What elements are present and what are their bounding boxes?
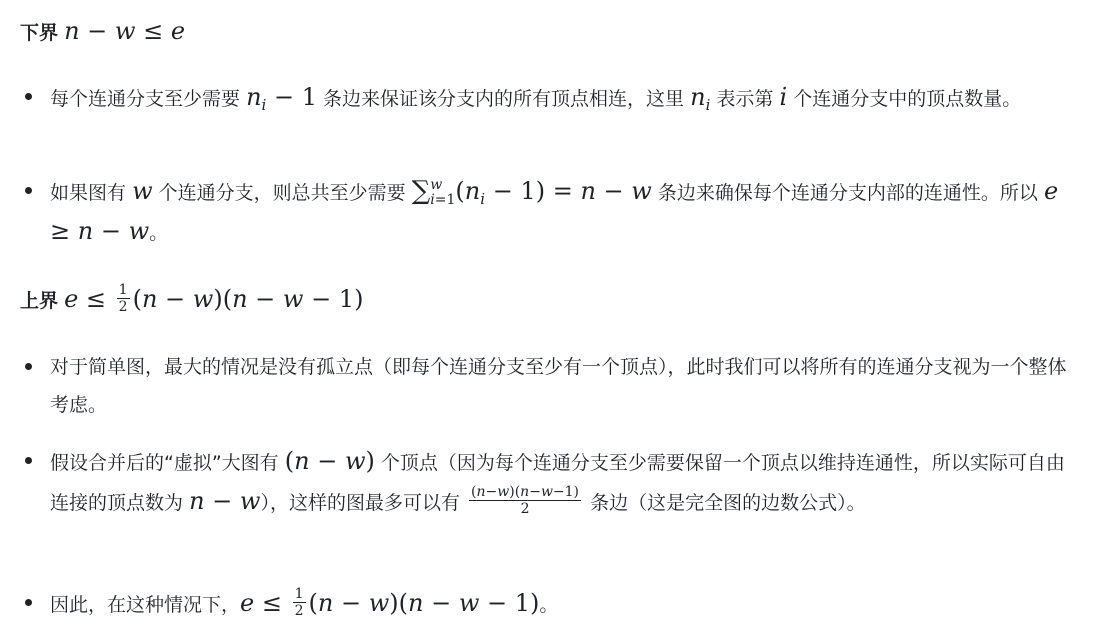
math-ni-minus-1: $n_i - 1$: [246, 83, 317, 114]
math-sum-formula: ∑ w i=1 $(n_i - 1) = n - w$: [411, 176, 652, 208]
upper-bound-heading: [20, 284, 1104, 316]
math-n-minus-w-paren: (n − w): [284, 447, 375, 475]
upper-bound-label: 上界: [20, 290, 59, 312]
lower-bound-heading: [20, 16, 1104, 48]
math-n-minus-w: n − w: [189, 487, 261, 515]
lower-bound-label: 下界: [20, 22, 59, 44]
list-item: 假设合并后的“虚拟”大图有 (n − w) 个顶点（因为每个连通分支至少需要保留一个顶点以维持连通性，所以实际可自由连接的顶点数为 n − w），这样的图最多可以有 $\frac{(n-w)(n-w-1)}{2}$ 条边（这是完全图的边数公式）。: [22, 442, 1080, 522]
upper-bound-formula: e ≤ $\frac{1}{2}$ (n − w)(n − w − 1): [64, 282, 364, 315]
list-item: 每个连通分支至少需要 $n_i - 1$ 条边来保证该分支内的所有顶点相连，这里 $n_i$ 表示第 i 个连通分支中的顶点数量。: [22, 78, 1080, 118]
list-item: 如果图有 w 个连通分支，则总共至少需要 ∑ w i=1 $(n_i - 1) = n - w$ 条边来确保每个连通分支内部的连通性。所以 e ≥ n − w。: [22, 172, 1080, 252]
math-i: i: [779, 83, 788, 111]
math-w: w: [132, 177, 153, 205]
math-final-bound: e ≤ $\frac{1}{2}$ (n − w)(n − w − 1): [240, 586, 540, 619]
list-item: 因此，在这种情况下，e ≤ $\frac{1}{2}$ (n − w)(n − w − 1)。: [22, 584, 1080, 624]
math-e-geq: e ≥ n − w: [50, 177, 1059, 245]
list-item: 对于简单图，最大的情况是没有孤立点（即每个连通分支至少有一个顶点），此时我们可以将所有的连通分支视为一个整体考虑。: [22, 348, 1080, 424]
math-ni: $n_i$: [690, 83, 711, 114]
math-edge-fraction: $\frac{(n-w)(n-w-1)}{2}$: [471, 484, 580, 517]
lower-bound-formula: n − w ≤ e: [64, 17, 186, 45]
